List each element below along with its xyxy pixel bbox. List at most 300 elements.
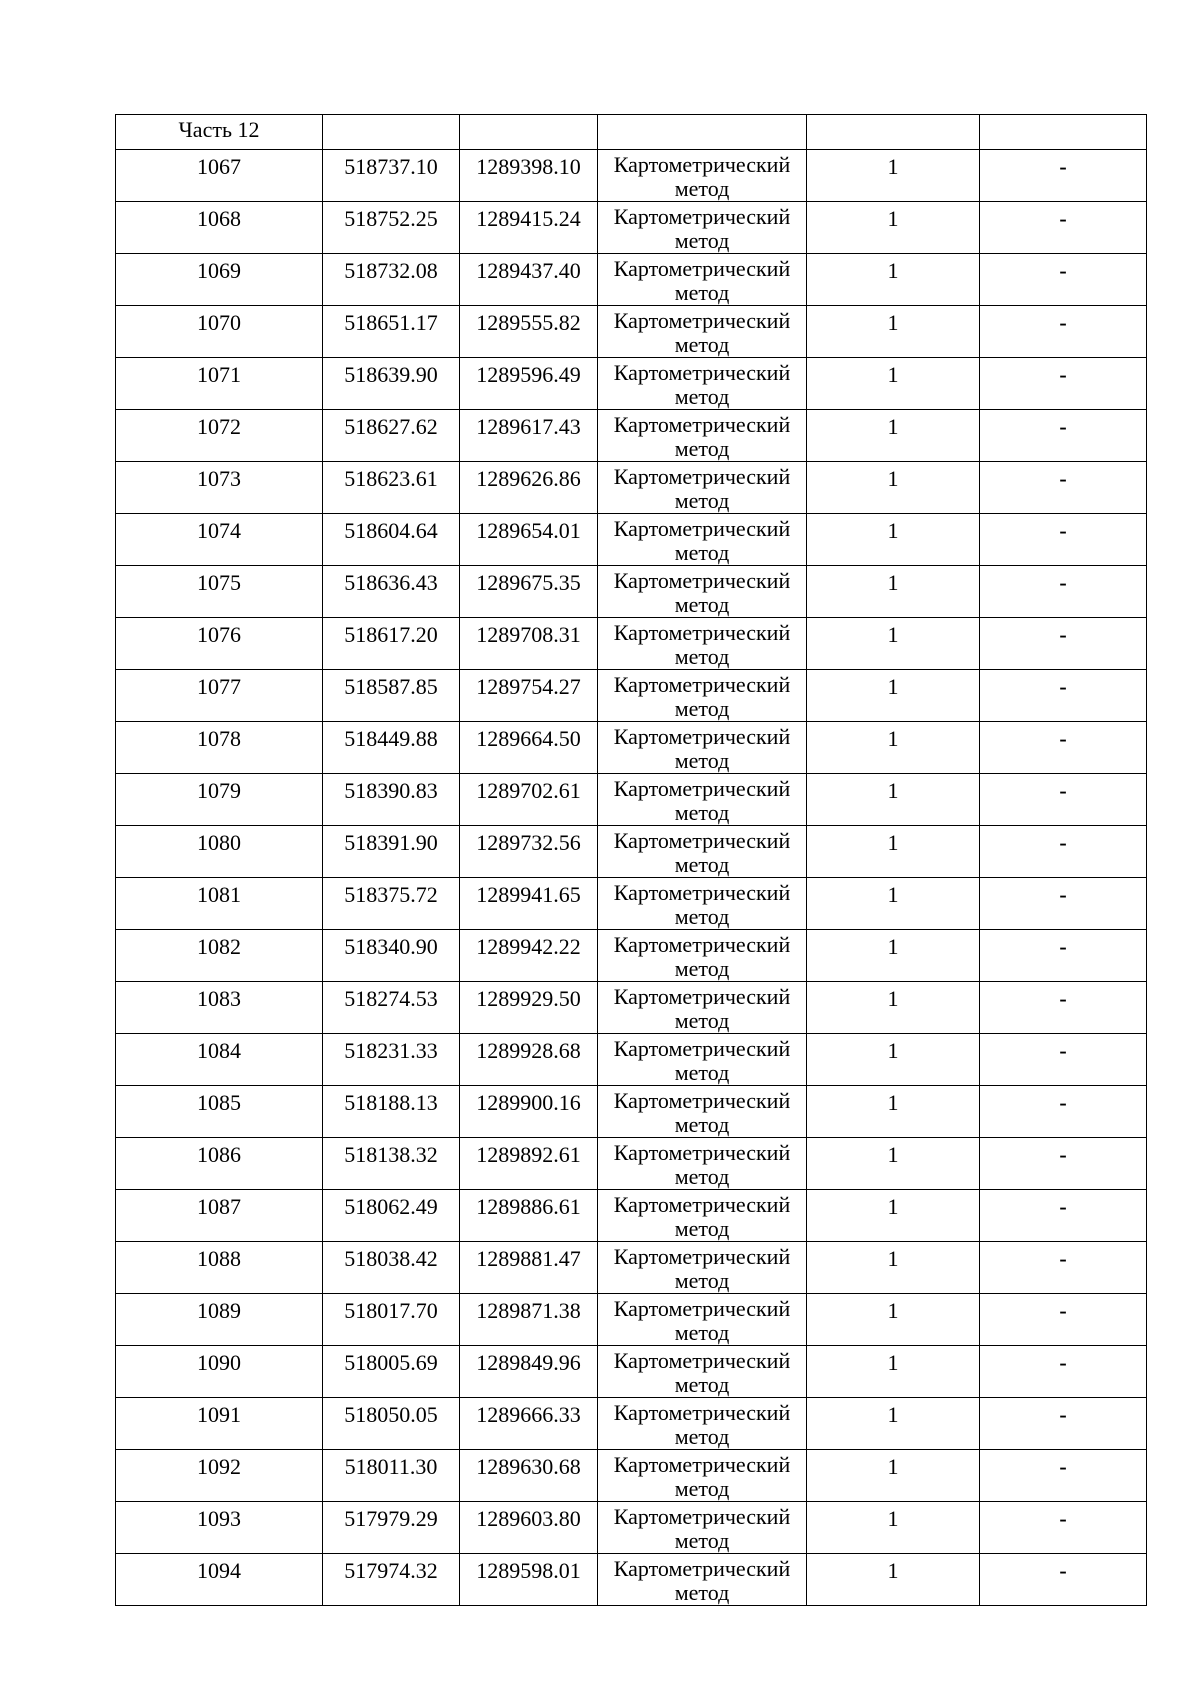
accuracy-value: 1: [887, 986, 899, 1011]
note-value: -: [1059, 1350, 1067, 1375]
method-line2: метод: [674, 800, 730, 825]
accuracy-value: 1: [887, 1194, 899, 1219]
x-coordinate-cell: [323, 982, 460, 1034]
y-coordinate-cell: [460, 254, 598, 306]
method-cell: [598, 670, 807, 722]
x-coordinate: 518017.70: [344, 1298, 438, 1323]
table-row: [116, 150, 1147, 202]
method-line1: Картометрический: [613, 464, 791, 489]
method-cell: [598, 1294, 807, 1346]
accuracy-cell: [807, 1190, 980, 1242]
note-cell: [980, 930, 1147, 982]
method-cell: [598, 1034, 807, 1086]
method-line2: метод: [674, 176, 730, 201]
y-coordinate: 1289596.49: [476, 362, 581, 387]
accuracy-cell: [807, 254, 980, 306]
point-number: 1074: [197, 518, 241, 543]
method-line1: Картометрический: [613, 256, 791, 281]
table-row: [116, 410, 1147, 462]
y-coordinate-cell: [460, 1346, 598, 1398]
note-value: -: [1059, 362, 1067, 387]
note-cell: [980, 306, 1147, 358]
note-cell: [980, 1190, 1147, 1242]
point-number-cell: [116, 202, 323, 254]
point-number: 1079: [197, 778, 241, 803]
note-value: -: [1059, 778, 1067, 803]
y-coordinate-cell: [460, 774, 598, 826]
point-number-cell: [116, 410, 323, 462]
accuracy-cell: [807, 410, 980, 462]
accuracy-value: 1: [887, 830, 899, 855]
note-cell: [980, 774, 1147, 826]
method-line1: Картометрический: [613, 1140, 791, 1165]
point-number-cell: [116, 774, 323, 826]
accuracy-cell: [807, 1138, 980, 1190]
x-coordinate: 518623.61: [344, 466, 438, 491]
y-coordinate-cell: [460, 722, 598, 774]
note-cell: [980, 1138, 1147, 1190]
x-coordinate-cell: [323, 1398, 460, 1450]
x-coordinate: 518651.17: [344, 310, 438, 335]
empty-header-cell: [807, 115, 980, 150]
method-line1: Картометрический: [613, 1400, 791, 1425]
point-number-cell: [116, 150, 323, 202]
method-line1: Картометрический: [613, 828, 791, 853]
table-row: [116, 514, 1147, 566]
x-coordinate-cell: [323, 1138, 460, 1190]
note-value: -: [1059, 518, 1067, 543]
note-value: -: [1059, 726, 1067, 751]
point-number: 1092: [197, 1454, 241, 1479]
accuracy-value: 1: [887, 1350, 899, 1375]
method-line1: Картометрический: [613, 932, 791, 957]
accuracy-cell: [807, 150, 980, 202]
x-coordinate: 517974.32: [344, 1558, 438, 1583]
x-coordinate-cell: [323, 1502, 460, 1554]
method-line1: Картометрический: [613, 1348, 791, 1373]
y-coordinate: 1289630.68: [476, 1454, 581, 1479]
x-coordinate: 518011.30: [344, 1454, 438, 1479]
table-row: [116, 566, 1147, 618]
y-coordinate: 1289732.56: [476, 830, 581, 855]
note-value: -: [1059, 1454, 1067, 1479]
table-row: [116, 202, 1147, 254]
method-line1: Картометрический: [613, 1556, 791, 1581]
accuracy-value: 1: [887, 778, 899, 803]
method-line2: метод: [674, 384, 730, 409]
method-cell: [598, 150, 807, 202]
table-row: [116, 1554, 1147, 1606]
x-coordinate-cell: [323, 1242, 460, 1294]
note-value: -: [1059, 154, 1067, 179]
note-cell: [980, 202, 1147, 254]
accuracy-cell: [807, 1034, 980, 1086]
table-row: [116, 1502, 1147, 1554]
y-coordinate-cell: [460, 1138, 598, 1190]
point-number: 1069: [197, 258, 241, 283]
x-coordinate-cell: [323, 670, 460, 722]
coordinates-table: [115, 114, 1147, 1606]
x-coordinate-cell: [323, 1190, 460, 1242]
accuracy-cell: [807, 1502, 980, 1554]
note-value: -: [1059, 1142, 1067, 1167]
note-cell: [980, 1242, 1147, 1294]
x-coordinate: 518737.10: [344, 154, 438, 179]
point-number-cell: [116, 1086, 323, 1138]
table-row: [116, 462, 1147, 514]
point-number: 1081: [197, 882, 241, 907]
x-coordinate: 518231.33: [344, 1038, 438, 1063]
method-line2: метод: [674, 696, 730, 721]
method-cell: [598, 930, 807, 982]
method-cell: [598, 514, 807, 566]
table-row: [116, 358, 1147, 410]
note-cell: [980, 1398, 1147, 1450]
method-line2: метод: [674, 904, 730, 929]
method-line1: Картометрический: [613, 204, 791, 229]
x-coordinate: 518340.90: [344, 934, 438, 959]
accuracy-cell: [807, 826, 980, 878]
table-row: [116, 878, 1147, 930]
part-label: Часть 12: [178, 117, 260, 142]
point-number: 1085: [197, 1090, 241, 1115]
y-coordinate: 1289886.61: [476, 1194, 581, 1219]
point-number: 1093: [197, 1506, 241, 1531]
point-number: 1077: [197, 674, 241, 699]
table-row: [116, 1346, 1147, 1398]
y-coordinate-cell: [460, 618, 598, 670]
note-cell: [980, 982, 1147, 1034]
point-number-cell: [116, 1242, 323, 1294]
method-line1: Картометрический: [613, 984, 791, 1009]
table-row: [116, 1242, 1147, 1294]
accuracy-value: 1: [887, 622, 899, 647]
y-coordinate-cell: [460, 514, 598, 566]
method-line2: метод: [674, 1372, 730, 1397]
method-line2: метод: [674, 1320, 730, 1345]
empty-header-cell: [980, 115, 1147, 150]
method-line2: метод: [674, 1476, 730, 1501]
point-number-cell: [116, 618, 323, 670]
point-number: 1068: [197, 206, 241, 231]
x-coordinate-cell: [323, 722, 460, 774]
y-coordinate: 1289654.01: [476, 518, 581, 543]
x-coordinate-cell: [323, 1294, 460, 1346]
empty-header-cell: [598, 115, 807, 150]
point-number: 1067: [197, 154, 241, 179]
accuracy-value: 1: [887, 1506, 899, 1531]
x-coordinate: 518188.13: [344, 1090, 438, 1115]
accuracy-value: 1: [887, 310, 899, 335]
note-cell: [980, 410, 1147, 462]
x-coordinate-cell: [323, 358, 460, 410]
note-cell: [980, 1034, 1147, 1086]
point-number: 1090: [197, 1350, 241, 1375]
note-cell: [980, 618, 1147, 670]
table-row: [116, 254, 1147, 306]
method-cell: [598, 1138, 807, 1190]
y-coordinate-cell: [460, 1450, 598, 1502]
table-row: [116, 774, 1147, 826]
table-row: [116, 722, 1147, 774]
method-cell: [598, 1190, 807, 1242]
note-value: -: [1059, 1298, 1067, 1323]
x-coordinate-cell: [323, 930, 460, 982]
point-number-cell: [116, 1190, 323, 1242]
method-line1: Картометрический: [613, 360, 791, 385]
table-row: [116, 1034, 1147, 1086]
y-coordinate: 1289664.50: [476, 726, 581, 751]
table-row: [116, 826, 1147, 878]
x-coordinate: 518038.42: [344, 1246, 438, 1271]
x-coordinate: 518274.53: [344, 986, 438, 1011]
y-coordinate-cell: [460, 566, 598, 618]
point-number-cell: [116, 826, 323, 878]
x-coordinate: 518390.83: [344, 778, 438, 803]
y-coordinate-cell: [460, 930, 598, 982]
method-line1: Картометрический: [613, 308, 791, 333]
table-row: [116, 1294, 1147, 1346]
method-cell: [598, 566, 807, 618]
method-cell: [598, 1554, 807, 1606]
x-coordinate-cell: [323, 254, 460, 306]
x-coordinate: 518062.49: [344, 1194, 438, 1219]
note-value: -: [1059, 466, 1067, 491]
point-number: 1087: [197, 1194, 241, 1219]
y-coordinate-cell: [460, 982, 598, 1034]
y-coordinate: 1289708.31: [476, 622, 581, 647]
point-number: 1091: [197, 1402, 241, 1427]
method-line2: метод: [674, 1268, 730, 1293]
y-coordinate: 1289437.40: [476, 258, 581, 283]
accuracy-value: 1: [887, 570, 899, 595]
x-coordinate: 518005.69: [344, 1350, 438, 1375]
y-coordinate-cell: [460, 1554, 598, 1606]
point-number: 1072: [197, 414, 241, 439]
accuracy-value: 1: [887, 466, 899, 491]
accuracy-value: 1: [887, 1142, 899, 1167]
accuracy-cell: [807, 878, 980, 930]
x-coordinate: 518752.25: [344, 206, 438, 231]
method-line1: Картометрический: [613, 516, 791, 541]
note-cell: [980, 1554, 1147, 1606]
method-line2: метод: [674, 748, 730, 773]
accuracy-cell: [807, 1294, 980, 1346]
method-line1: Картометрический: [613, 1192, 791, 1217]
accuracy-value: 1: [887, 674, 899, 699]
y-coordinate-cell: [460, 410, 598, 462]
y-coordinate-cell: [460, 1398, 598, 1450]
y-coordinate-cell: [460, 878, 598, 930]
method-line1: Картометрический: [613, 568, 791, 593]
note-value: -: [1059, 206, 1067, 231]
method-cell: [598, 1450, 807, 1502]
y-coordinate: 1289555.82: [476, 310, 581, 335]
method-line1: Картометрический: [613, 1504, 791, 1529]
note-cell: [980, 878, 1147, 930]
method-line2: метод: [674, 488, 730, 513]
method-cell: [598, 306, 807, 358]
point-number-cell: [116, 670, 323, 722]
method-line2: метод: [674, 1528, 730, 1553]
note-value: -: [1059, 1402, 1067, 1427]
table-row: [116, 618, 1147, 670]
note-value: -: [1059, 310, 1067, 335]
point-number: 1070: [197, 310, 241, 335]
accuracy-cell: [807, 774, 980, 826]
method-line1: Картометрический: [613, 672, 791, 697]
method-line2: метод: [674, 644, 730, 669]
point-number-cell: [116, 1346, 323, 1398]
accuracy-value: 1: [887, 1402, 899, 1427]
method-line2: метод: [674, 436, 730, 461]
empty-header-cell: [460, 115, 598, 150]
table-row: [116, 670, 1147, 722]
point-number-cell: [116, 254, 323, 306]
point-number-cell: [116, 462, 323, 514]
accuracy-cell: [807, 1450, 980, 1502]
x-coordinate: 518639.90: [344, 362, 438, 387]
table-row: [116, 1190, 1147, 1242]
method-line2: метод: [674, 1216, 730, 1241]
x-coordinate-cell: [323, 878, 460, 930]
method-line2: метод: [674, 1112, 730, 1137]
method-line1: Картометрический: [613, 880, 791, 905]
x-coordinate: 518391.90: [344, 830, 438, 855]
point-number-cell: [116, 1398, 323, 1450]
point-number-cell: [116, 306, 323, 358]
method-line2: метод: [674, 280, 730, 305]
method-cell: [598, 1086, 807, 1138]
point-number-cell: [116, 566, 323, 618]
part-label-cell: [116, 115, 323, 150]
point-number: 1075: [197, 570, 241, 595]
x-coordinate-cell: [323, 462, 460, 514]
y-coordinate-cell: [460, 1502, 598, 1554]
x-coordinate-cell: [323, 1450, 460, 1502]
accuracy-value: 1: [887, 206, 899, 231]
x-coordinate-cell: [323, 1086, 460, 1138]
y-coordinate: 1289415.24: [476, 206, 581, 231]
method-cell: [598, 826, 807, 878]
table-row: [116, 1450, 1147, 1502]
x-coordinate: 518375.72: [344, 882, 438, 907]
x-coordinate-cell: [323, 202, 460, 254]
method-line1: Картометрический: [613, 1088, 791, 1113]
note-value: -: [1059, 1038, 1067, 1063]
x-coordinate: 518138.32: [344, 1142, 438, 1167]
point-number-cell: [116, 1450, 323, 1502]
accuracy-cell: [807, 618, 980, 670]
note-value: -: [1059, 674, 1067, 699]
note-cell: [980, 722, 1147, 774]
point-number: 1082: [197, 934, 241, 959]
y-coordinate-cell: [460, 1034, 598, 1086]
y-coordinate: 1289849.96: [476, 1350, 581, 1375]
accuracy-value: 1: [887, 362, 899, 387]
point-number: 1089: [197, 1298, 241, 1323]
method-cell: [598, 982, 807, 1034]
note-value: -: [1059, 986, 1067, 1011]
note-value: -: [1059, 1090, 1067, 1115]
table-row: [116, 930, 1147, 982]
point-number-cell: [116, 930, 323, 982]
accuracy-value: 1: [887, 1090, 899, 1115]
method-cell: [598, 1502, 807, 1554]
note-value: -: [1059, 1246, 1067, 1271]
y-coordinate: 1289871.38: [476, 1298, 581, 1323]
note-value: -: [1059, 622, 1067, 647]
note-value: -: [1059, 1506, 1067, 1531]
accuracy-value: 1: [887, 1454, 899, 1479]
method-line2: метод: [674, 332, 730, 357]
method-cell: [598, 618, 807, 670]
x-coordinate: 518587.85: [344, 674, 438, 699]
method-line2: метод: [674, 852, 730, 877]
point-number-cell: [116, 1034, 323, 1086]
y-coordinate-cell: [460, 306, 598, 358]
accuracy-cell: [807, 202, 980, 254]
accuracy-value: 1: [887, 154, 899, 179]
y-coordinate: 1289900.16: [476, 1090, 581, 1115]
point-number-cell: [116, 722, 323, 774]
y-coordinate: 1289928.68: [476, 1038, 581, 1063]
method-line1: Картометрический: [613, 776, 791, 801]
method-cell: [598, 410, 807, 462]
y-coordinate-cell: [460, 358, 598, 410]
y-coordinate: 1289675.35: [476, 570, 581, 595]
y-coordinate-cell: [460, 202, 598, 254]
method-line1: Картометрический: [613, 724, 791, 749]
note-cell: [980, 150, 1147, 202]
y-coordinate-cell: [460, 1190, 598, 1242]
x-coordinate: 518732.08: [344, 258, 438, 283]
note-cell: [980, 670, 1147, 722]
accuracy-cell: [807, 1242, 980, 1294]
note-cell: [980, 1294, 1147, 1346]
method-line2: метод: [674, 1164, 730, 1189]
note-value: -: [1059, 1194, 1067, 1219]
x-coordinate: 518636.43: [344, 570, 438, 595]
table-row: [116, 306, 1147, 358]
method-line2: метод: [674, 1008, 730, 1033]
y-coordinate-cell: [460, 1086, 598, 1138]
method-line2: метод: [674, 592, 730, 617]
point-number-cell: [116, 1554, 323, 1606]
x-coordinate-cell: [323, 306, 460, 358]
method-line2: метод: [674, 956, 730, 981]
x-coordinate-cell: [323, 618, 460, 670]
method-line2: метод: [674, 228, 730, 253]
accuracy-value: 1: [887, 258, 899, 283]
y-coordinate-cell: [460, 1242, 598, 1294]
point-number: 1076: [197, 622, 241, 647]
point-number: 1086: [197, 1142, 241, 1167]
method-cell: [598, 358, 807, 410]
note-cell: [980, 514, 1147, 566]
method-cell: [598, 1346, 807, 1398]
point-number: 1083: [197, 986, 241, 1011]
point-number: 1080: [197, 830, 241, 855]
y-coordinate: 1289881.47: [476, 1246, 581, 1271]
note-cell: [980, 358, 1147, 410]
method-cell: [598, 254, 807, 306]
accuracy-cell: [807, 1346, 980, 1398]
table-row: [116, 1398, 1147, 1450]
accuracy-value: 1: [887, 882, 899, 907]
note-value: -: [1059, 882, 1067, 907]
point-number: 1073: [197, 466, 241, 491]
